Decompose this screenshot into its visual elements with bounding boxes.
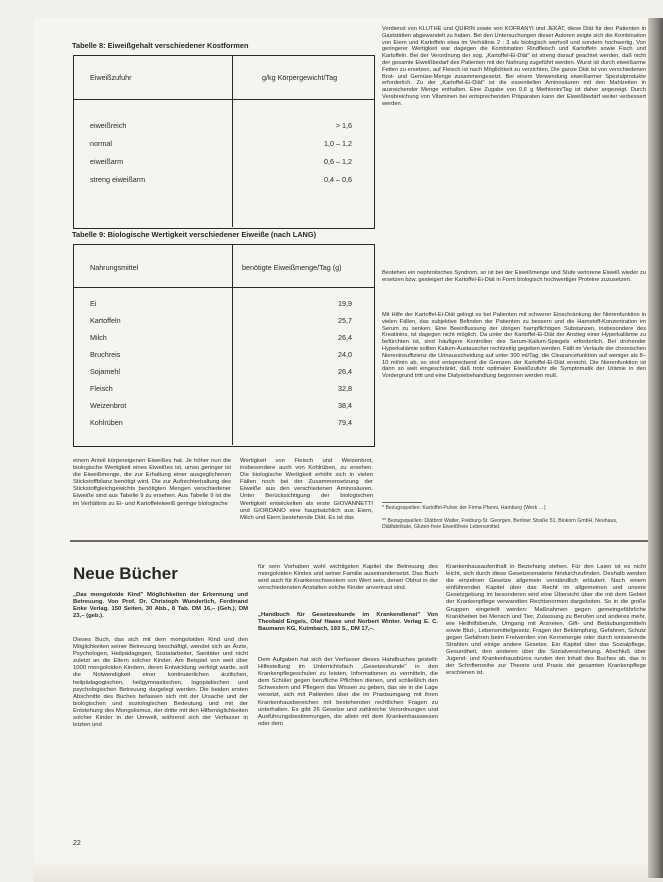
table8-row1-value: > 1,6 [335,121,352,130]
table9-row-value: 19,9 [338,299,352,308]
table8-header-col1: Eiweißzufuhr [90,73,132,82]
section-divider [70,540,648,542]
table9-row-label: Milch [90,333,107,342]
table8-header-rule [73,99,375,100]
right-column-paragraph-3: Mit Hilfe der Kartoffel-Ei-Diät gelingt es bei Patienten mit schwerer Einschränkung der Nierenfunktion in vielen Fällen, das subjektive Befinden der Patienten zu bessern und die Harnstoff-Konzentration im Serum zu senken. Eine Beeinflussung der übrigen harnpflichtigen Substanzen, insbesondere des Kreatinins, ist dagegen nicht möglich. Da unter der Kartoffel-Ei-Diät der Anstieg einer Hyperkaliämie zu befürchten ist, sind häufigere Kontrollen des Serum-Kalium-Spiegels erforderlich. Bei drohender Hyperkaliämie sollten Kalium-Austauscher rechtzeitig gegeben werden. Fällt im Verlaufe der chronischen Niereninsuffizienz die Urinausscheidung auf unter 300 ml/Tag, die Clearancefunktion auf weniger als 8–10 ml/min ab, so sind entsprechend die Grenzen der Kartoffel-Ei-Diät erreicht. Die Nierenfunktion ist dann so weit eingeschränkt, daß trotz optimaler Eiweißzufuhr die Symptomatik der Urämie in den Vordergrund tritt und eine Dialysebehandlung begonnen werden muß. [382,312,646,380]
table8-row4-value: 0,4 – 0,6 [324,175,352,184]
table8-row4-label: streng eiweißarm [90,175,146,184]
footnote-rule [382,502,422,503]
table9-row-value: 32,8 [338,384,352,393]
table9-header-col1: Nahrungsmittel [90,263,139,272]
table9-row-value: 26,4 [338,367,352,376]
table9-row-label: Ei [90,299,97,308]
table8-col-divider [232,56,233,227]
table9-row-label: Weizenbrot [90,401,127,410]
table9-header-rule [73,287,375,288]
book1-review-continued: für sein Vorhaben wohl wichtigsten Kapitel die Betreuung des mongoloiden Kindes und seiner Familie auseinandersetzt. Das Buch wird auch für Krankenschwestern von Wert sein, denen Obhut in der verschiedensten Anstalten solche Kinder anvertraut sind. [258,564,438,592]
table9-row-label: Kartoffeln [90,316,121,325]
table9-row-value: 79,4 [338,418,352,427]
table9-row-value: 25,7 [338,316,352,325]
page-number: 22 [73,840,81,847]
table8-row1-label: eiweißreich [90,121,127,130]
table8-row3-label: eiweißarm [90,157,124,166]
table9-row-value: 26,4 [338,333,352,342]
table9-row-value: 38,4 [338,401,352,410]
table9-row-label: Fleisch [90,384,113,393]
table8-row2-label: normal [90,139,112,148]
table9-header-col2: benötigte Eiweißmenge/Tag (g) [242,263,342,272]
table9-row-label: Bruchreis [90,350,121,359]
body-text-column-1: einem Anteil körpereigenen Eiweißes hat. Je höher nun die biologische Wertigkeit eines Eiweißes ist, umso geringer ist die Eiweißmenge, die zur Erhaltung einer ausgeglichenen Stickstoffbilanz benötigt wird. Die zur Aufrechterhaltung des Stickstoffgleichgewichts benötigten Mengen verschiedener Eiweiße sind aus Tabelle 9 zu ersehen. Aus Tabelle 9 ist die im Verhältnis zu Ei- und Kartoffeleiweiß geringe biologische [73,458,231,507]
book1-citation: „Das mongoloide Kind" Möglichkeiten der Erkennung und Betreuung. Von Prof. Dr. Christoph Wunderlich, Ferdinand Enke Verlag. 150 Seiten, 30 Abb., 8 Tab. DM 16,– (Geh.), DM 23,– (geb.). [73,592,248,620]
right-column-paragraph-1: Verdienst von KLUTHE und QUIRIN sowie von KOFRANYI und JEKAT, diese Diät für den Patienten in Gaststätten abgewandelt zu haben. Bei den Untersuchungen dieser Autoren zeigte sich die Kombination von Eiern und Kartoffeln etwa im Verhältnis 2 : 3 als biologisch wertvoll und sondern hochwertig. Von geringerer Wertigkeit war dagegen die Kombination Rindfleisch und Kartoffeln sowie Fisch und Kartoffeln. Bei der Verordnung der sog. „Kartoffel-Ei-Diät" ist streng darauf geachtet werden, daß nicht der gesamte Eiweißbedarf des Patienten mit der Nahrung zugeführt werden. Wurst ist durch eiweißarme Fetten zu ersetzen, auf Fleisch ist nach Möglichkeit zu verzichten. Die ganze Diät ist von verschiedenen Brot- und Gemüse-Menge zusammengesetzt. Bei einem Verwendung eiweißarmer Spezialprodukte erforderlich. Zu der „Kartoffel-Ei-Diät" ist die essentiellen Aminosäuren mit den Mahlzeiten in ausreichender Menge enthalten. Eine Zugabe von 0,6 g Methionin/Tag ist daher angezeigt. Durch Verabreichung von Vitaminen bei entsprechenden Präparaten kann der Eiweißbedarf weiter verbessert werden. [382,26,646,107]
table9-row-value: 24,0 [338,350,352,359]
table8-caption: Tabelle 8: Eiweißgehalt verschiedener Kostformen [72,41,249,50]
book2-review-continued: Krankenhausaufenthalt in Beziehung stehen. Für den Laien ist es nicht leicht, sich durch diese Gesetzesmaterie hindurchzufinden. Deshalb werden die einzelnen Gesetze allgemein verständlich erläutert. Nach einem einführenden Kapitel über das Recht im allgemeinen und unsere Gesetzgebung im besonderen wird eine Übersicht über die mit dem Gebiet der Krankenpflege verwandten Rechtsnormen dargeboten. So in die große Gruppen eingeteilt werden: Maßnahmen gegen gemeingefährliche Krankheiten bei Mensch und Tier, Zulassung zu Berufen und anderes mehr, wie Heilhilfsberufe, Umgang mit Arzneien, Gift- und Betäubungsmitteln sowie Blut-, Lebensmittelgesetz, Fragen der Bekämpfung, Gefahren, Schutz gegen Gefahren beim Freiwerden von Kernenergie oder durch ionisierende Strahlen und einige andere Gesetze. Ein Kapitel über das Sozialpflege, Gesundheit, den anderen über die Sozialversicherung. Abschluß über Jugend- und Krankenhausbüros runden den Inhalt des Buches ab, das in der Schriftenreihe zur Theorie und Praxis der gesamten Krankenpflege erschienen ist. [446,564,646,677]
table8-header-col2: g/kg Körpergewicht/Tag [262,73,338,82]
book-spine-edge [648,18,663,878]
table9-row-label: Sojamehl [90,367,120,376]
body-text-column-2: Wertigkeit von Fleisch und Weizenbrot, insbesondere auch von Kohlrüben, zu ersehen. Die biologische Wertigkeit erhöht sich in vielen Fällen noch bei der Zusammensetzung der Eiweiße aus den verschiedenen Aminosäuren. Unter Berücksichtigung der biologischen Wertigkeit entwickelten als erste GIOVANNETTI und GIORDANO eine hauptsächlich aus Eiern, Milch und Eiern bestehende Diät. Es ist das [240,458,373,521]
table9-row-label: Kohlrüben [90,418,123,427]
footnote-1: * Bezugsquellen: Kartoffel-Pulver der Firma Pfanni, Hamburg (Werk …) [382,505,546,511]
right-column-paragraph-2: Bestehen ein nephrotisches Syndrom, so ist bei der Eiweißmenge und Stufe verlorene Eiweiß wieder zu ersetzen bzw. gesteigert der Kartoffel-Ei-Diät in Form biologisch hochwertiger Proteine zuzusetzen. [382,270,646,283]
table9-col-divider [232,245,233,445]
book2-citation: „Handbuch für Gesetzeskunde im Krankendienst" Von Theobald Engels, Olaf Haase und Norbert Winter. Verlag E. C. Baumann KG, Kulmbach, 193 S., DM 17,–. [258,612,438,633]
section-heading: Neue Bücher [73,564,178,583]
table8-row3-value: 0,6 – 1,2 [324,157,352,166]
table8-row2-value: 1,0 – 1,2 [324,139,352,148]
book1-review-text: Dieses Buch, das sich mit dem mongoloiden Kind und den Möglichkeiten seiner Betreuung beschäftigt, wendet sich an Ärzte, Psychologen, Heilpädagogen, Sozialarbeiter, Sanitäter und nicht zuletzt an die Eltern solcher Kinder. Am Beispiel von weit über 1000 mongoloiden Kindern, deren Entwicklung verfolgt wurde, soll die Notwendigkeit einer kontinuierlichen ärztlichen, heilpädagogischen, heilgymnastischen, logopädischen und psychologischen Betreuung dargelegt werden. Die beiden ersten Abschnitte des Buches befassen sich mit der Ursache und der biologischen und soziologischen Bedeutung und mit der Entstehung des Mongolismus, der dritte mit den Hilfsmöglichkeiten solcher Kinder in der Umwelt, während sich der Verfasser in letzten und [73,637,248,729]
page-bottom-shadow [34,860,663,882]
book2-review-text: Dem Aufgaben hat sich der Verfasser dieses Handbuches gestellt: Hilfestellung im Unterrichtsfach „Gesetzeskunde" in den Krankenpflegeschulen zu leisten, Informationen zu vermitteln, die dem Schüler gegen berufliche Pflichten dienen, und schließlich den Schwestern und Pflegern das Wissen zu geben, das sie in die Lage versetzt, sich mit Patienten über die im Praxisumgang mit ihren Krankenhausbereichen mit bestehenden rechtlichen Fragen zu unterhalten. Es gibt 26 Gesetze und zahlreiche Verordnungen und Ausführungsbestimmungen, die allein mit dem Krankenhauswesen oder dem [258,657,438,727]
footnote-2: ** Bezugsquellen: Diätbrot Walter, Freiburg-St. Georgen, Berliner Straße 51, Biokorn GmbH, Neuhaus, Diätfabrikate, Gluten-freie Eiweißfreie Lebensmittel. [382,518,618,531]
table9-caption: Tabelle 9: Biologische Wertigkeit verschiedener Eiweiße (nach LANG) [72,230,317,239]
